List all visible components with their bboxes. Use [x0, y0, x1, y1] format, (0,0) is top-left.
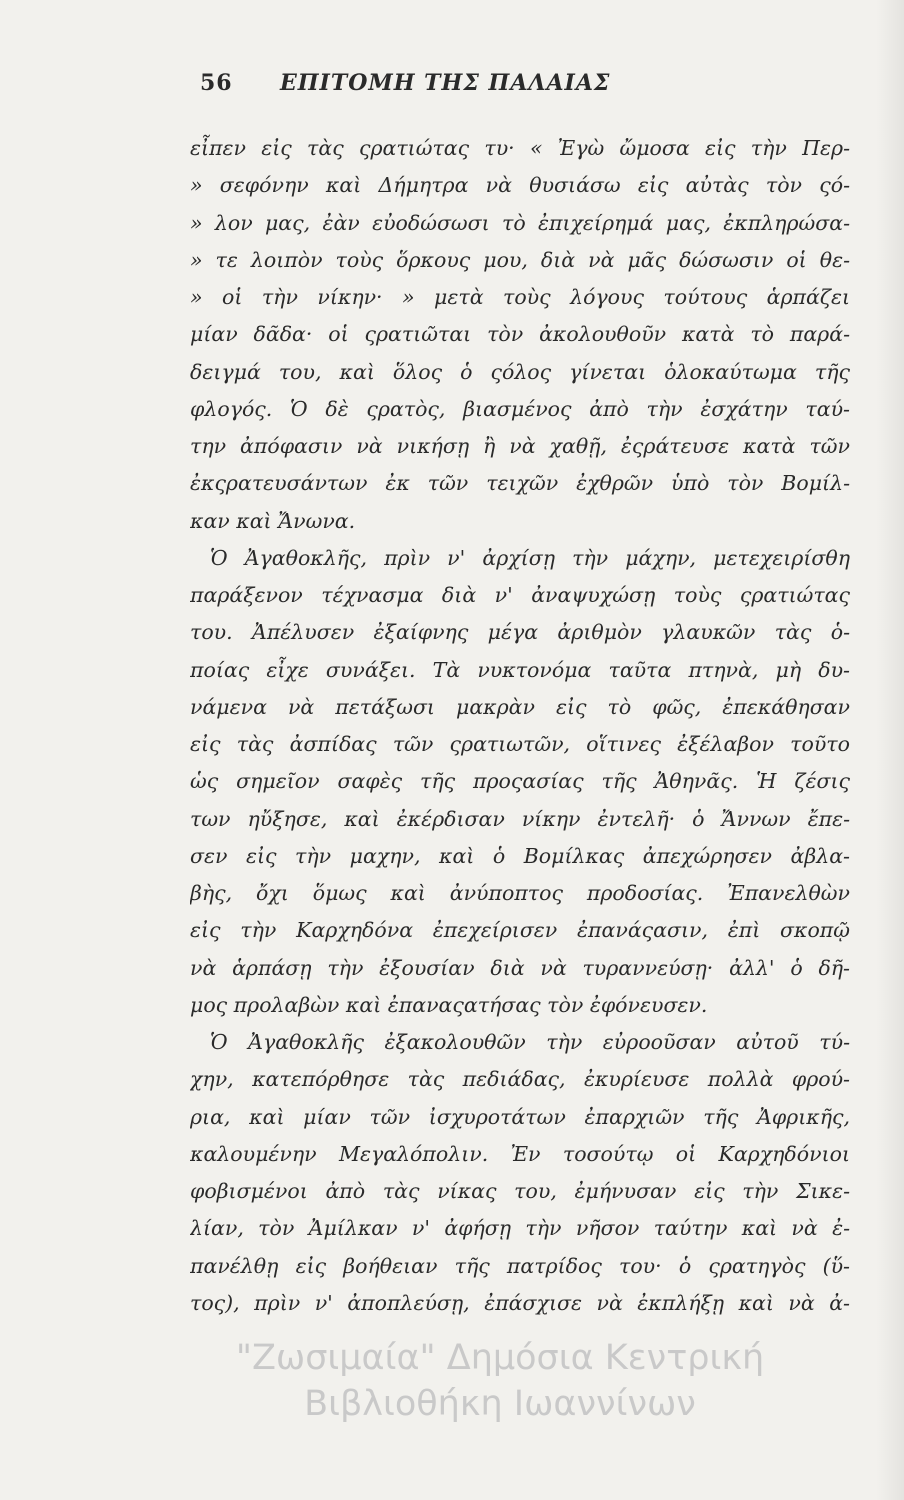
text-line: » οἱ τὴν νίκην· » μετὰ τοὺς λόγους τούτους ἁρπάζει	[190, 285, 850, 309]
text-line: παράξενον τέχνασμα διὰ ν' ἀναψυχώσῃ τοὺς ςρατιώτας	[190, 583, 850, 607]
body-text	[190, 130, 850, 1322]
text-line: Ὁ Ἀγαθοκλῆς ἐξακολουθῶν τὴν εὐροοῦσαν αὐτοῦ τύ-	[210, 1030, 850, 1054]
text-line: χην, κατεπόρθησε τὰς πεδιάδας, ἐκυρίευσε πολλὰ φρού-	[190, 1067, 850, 1092]
text-line: εἰς τὰς ἀσπίδας τῶν ςρατιωτῶν, οἵτινες ἐξέλαβον τοῦτο	[190, 732, 850, 756]
text-line: σεν εἰς τὴν μαχην, καὶ ὁ Βομίλκας ἀπεχώρησεν ἀβλα-	[190, 843, 850, 868]
page-number: 56	[200, 70, 233, 96]
text-line: » λον μας, ἐὰν εὐοδώσωσι τὸ ἐπιχείρημά μας, ἐκπληρώσα-	[190, 210, 850, 235]
text-line: νὰ ἁρπάσῃ τὴν ἐξουσίαν διὰ νὰ τυραννεύσῃ· ἀλλ' ὁ δῆ-	[190, 955, 850, 980]
text-line: ποίας εἶχε συνάξει. Τὰ νυκτονόμα ταῦτα πτηνὰ, μὴ δυ-	[190, 657, 850, 682]
text-line: ὡς σημεῖον σαφὲς τῆς προςασίας τῆς Ἀθηνᾶς. Ἡ ζέσις	[190, 769, 850, 794]
text-line: δειγμά του, καὶ ὅλος ὁ ςόλος γίνεται ὁλοκαύτωμα τῆς	[190, 359, 850, 384]
text-line: τος), πρὶν ν' ἀποπλεύσῃ, ἐπάσχισε νὰ ἐκπλήξῃ καὶ νὰ ἀ-	[190, 1290, 850, 1315]
text-line: Ὁ Ἀγαθοκλῆς, πρὶν ν' ἀρχίσῃ τὴν μάχην, μετεχειρίσθη	[210, 545, 850, 570]
text-line: » σεφόνην καὶ Δήμητρα νὰ θυσιάσω εἰς αὐτὰς τὸν ςό-	[190, 173, 850, 198]
library-watermark	[150, 1335, 850, 1427]
text-line: εἶπεν εἰς τὰς ςρατιώτας τυ· « Ἐγὼ ὤμοσα εἰς τὴν Περ-	[190, 136, 850, 160]
text-line: νάμενα νὰ πετάξωσι μακρὰν εἰς τὸ φῶς, ἐπεκάθησαν	[190, 694, 850, 719]
text-line: μος προλαβὼν καὶ ἐπαναςατήσας τὸν ἐφόνευσεν.	[190, 992, 708, 1017]
text-line: φλογός. Ὁ δὲ ςρατὸς, βιασμένος ἀπὸ τὴν ἐσχάτην ταύ-	[190, 396, 850, 421]
page-edge-shadow	[876, 0, 904, 1500]
text-line: » τε λοιπὸν τοὺς ὅρκους μου, διὰ νὰ μᾶς δώσωσιν οἱ θε-	[190, 247, 850, 272]
text-line: λίαν, τὸν Ἀμίλκαν ν' ἀφήσῃ τὴν νῆσον ταύτην καὶ νὰ ἐ-	[190, 1216, 850, 1241]
text-line: πανέλθῃ εἰς βοήθειαν τῆς πατρίδος του· ὁ ςρατηγὸς (ὕ-	[190, 1253, 850, 1278]
text-line: των ηὔξησε, καὶ ἐκέρδισαν νίκην ἐντελῆ· ὁ Ἄννων ἔπε-	[190, 806, 850, 831]
running-title: ΕΠΙΤΟΜΗ ΤΗΣ ΠΑΛΑΙΑΣ	[280, 70, 611, 96]
text-line: ἐκςρατευσάντων ἐκ τῶν τειχῶν ἐχθρῶν ὑπὸ τὸν Βομίλ-	[190, 471, 850, 496]
text-line: εἰς τὴν Καρχηδόνα ἐπεχείρισεν ἐπανάςασιν, ἐπὶ σκοπῷ	[190, 918, 850, 943]
watermark-line-1: "Ζωσιμαία" Δημόσια Κεντρική	[235, 1338, 765, 1378]
running-header	[200, 70, 720, 100]
text-line: καλουμένην Μεγαλόπολιν. Ἐν τοσούτῳ οἱ Καρχηδόνιοι	[190, 1141, 850, 1166]
text-line: την ἀπόφασιν νὰ νικήσῃ ἢ νὰ χαθῇ, ἐςράτευσε κατὰ τῶν	[190, 434, 850, 458]
text-line: μίαν δᾶδα· οἱ ςρατιῶται τὸν ἀκολουθοῦν κατὰ τὸ παρά-	[190, 322, 850, 347]
text-line: ρια, καὶ μίαν τῶν ἰσχυροτάτων ἐπαρχιῶν τῆς Ἀφρικῆς,	[190, 1104, 850, 1129]
text-line: του. Ἀπέλυσεν ἐξαίφνης μέγα ἀριθμὸν γλαυκῶν τὰς ὁ-	[190, 620, 850, 645]
text-line: βὴς, ὄχι ὅμως καὶ ἀνύποπτος προδοσίας. Ἐπανελθὼν	[190, 881, 850, 905]
watermark-line-2: Βιβλιοθήκη Ιωαννίνων	[304, 1384, 696, 1424]
text-line: καν καὶ Ἄνωνα.	[190, 508, 356, 533]
text-line: φοβισμένοι ἀπὸ τὰς νίκας του, ἐμήνυσαν εἰς τὴν Σικε-	[190, 1179, 850, 1203]
